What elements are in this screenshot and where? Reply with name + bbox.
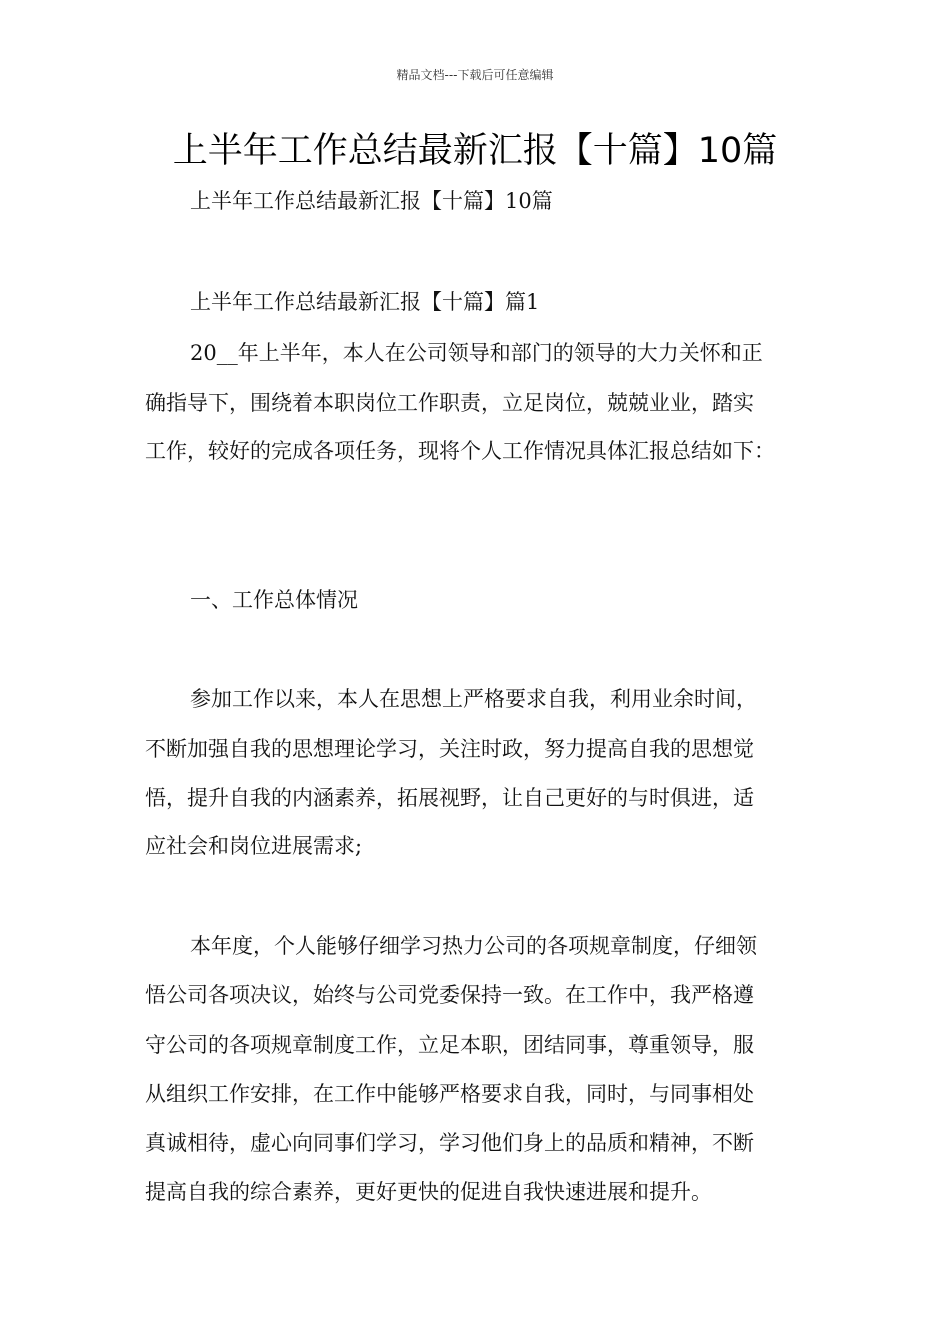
paragraph-line: 守公司的各项规章制度工作，立足本职，团结同事，尊重领导，服 bbox=[145, 1033, 754, 1057]
intro-line: 20__年上半年，本人在公司领导和部门的领导的大力关怀和正 bbox=[190, 341, 763, 365]
header-note: 精品文档---下载后可任意编辑 bbox=[396, 68, 554, 82]
paragraph-line: 不断加强自我的思想理论学习，关注时政，努力提高自我的思想觉 bbox=[145, 737, 754, 761]
part-heading: 一、工作总体情况 bbox=[190, 588, 358, 612]
paragraph-line: 悟，提升自我的内涵素养，拓展视野，让自己更好的与时俱进，适 bbox=[145, 786, 754, 810]
paragraph-line: 真诚相待，虚心向同事们学习，学习他们身上的品质和精神，不断 bbox=[145, 1131, 754, 1155]
paragraph-line: 悟公司各项决议，始终与公司党委保持一致。在工作中，我严格遵 bbox=[145, 983, 754, 1007]
intro-line: 工作，较好的完成各项任务，现将个人工作情况具体汇报总结如下： bbox=[145, 439, 775, 463]
document-title: 上半年工作总结最新汇报【十篇】10篇 bbox=[172, 131, 778, 171]
paragraph-line: 提高自我的综合素养，更好更快的促进自我快速进展和提升。 bbox=[145, 1180, 712, 1204]
document-subtitle: 上半年工作总结最新汇报【十篇】10篇 bbox=[190, 189, 553, 213]
intro-line: 确指导下，围绕着本职岗位工作职责，立足岗位，兢兢业业，踏实 bbox=[145, 391, 754, 415]
paragraph-line: 从组织工作安排，在工作中能够严格要求自我，同时，与同事相处 bbox=[145, 1082, 754, 1106]
paragraph-line: 参加工作以来，本人在思想上严格要求自我，利用业余时间， bbox=[190, 687, 757, 711]
paragraph-line: 应社会和岗位进展需求; bbox=[145, 834, 363, 858]
paragraph-line: 本年度，个人能够仔细学习热力公司的各项规章制度，仔细领 bbox=[190, 934, 757, 958]
section-heading: 上半年工作总结最新汇报【十篇】篇1 bbox=[190, 290, 540, 314]
